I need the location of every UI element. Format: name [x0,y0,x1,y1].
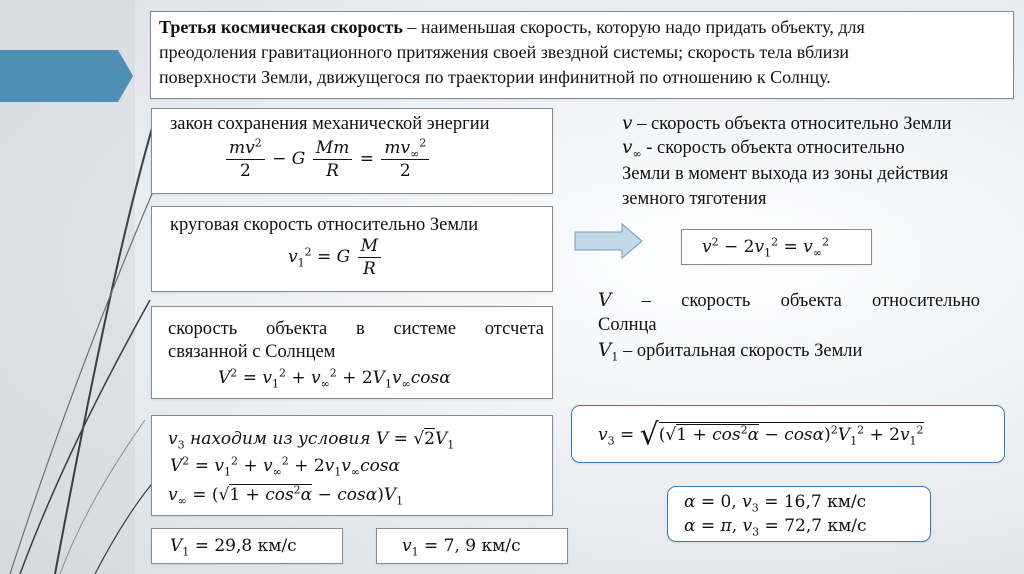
slide-marker-icon [0,50,133,102]
v-note: v – скорость объекта относительно Земли [622,113,952,134]
first-cosmic-speed: $v_1 = 7$, 9 км/с [402,536,521,559]
definition-text: Третья космическая скорость – наименьшая скорость, которую надо придать объекту, для преодоления гравитационного притяжения своей звездной системы; скорость тела вблизи поверхности Земли, движущегося по траектории инфинитной по отношению к Солнцу. [159,17,865,87]
sun-box-title-line1: скорость объекта в системе отсчета [168,319,544,339]
energy-box-title: закон сохранения механической энергии [170,114,490,134]
sun-box-title-line2: связанной с Солнцем [168,342,336,362]
V-note-line1: V – скорость объекта относительно [598,290,980,311]
condition-formula-3: $v_\infty = (√1 + \cos^2\alpha - \cos\alpha)V_1$ [168,483,404,508]
earth-orbital-speed: $V_1 = 29,8$ км/с [170,536,297,559]
case-alpha-pi: α = π, $v_3 = 72,7$ км/с [684,516,867,539]
circular-formula: $v_1^2 = G$ $\frac{M}{R}$ [288,236,383,279]
third-cosmic-speed-formula: $v_3 = √(√1 + \cos^2\alpha - \cos\alpha)^2V_1^2 + 2v_1^2$ [598,417,924,453]
vinf-note-line3: земного тяготения [622,189,767,209]
condition-line: $v_3$ находим из условия $V = √2V_1$ [168,429,455,452]
V1-note: $V_1$ – орбитальная скорость Земли [598,340,863,364]
condition-formula-2: $V^2 = v_1^2 + v_\infty^2 + 2v_1v_\infty\cos\alpha$ [170,454,401,479]
sun-frame-formula: $V^2 = v_1^2 + v_\infty^2 + 2V_1v_\infty\cos\alpha$ [218,366,451,391]
energy-formula: $\frac{mv^2}{2}$ − G $\frac{Mm}{R}$ = $\frac{mv_\infty^2}{2}$ [224,138,431,181]
circular-box-title: круговая скорость относительно Земли [170,215,479,235]
vinf-note-line2: Земли в момент выхода из зоны действия [622,164,949,184]
right-arrow-icon [575,224,642,258]
definition-term: Третья космическая скорость [159,17,403,37]
V-note-line2: Солнца [598,315,657,335]
vinf-note-line1: $v_\infty$ - скорость объекта относительно [622,137,905,161]
case-alpha-zero: α = 0, $v_3 = 16,7$ км/с [684,492,867,515]
derived-formula: $v^2 - 2v_1^2 = v_\infty^2$ [702,235,829,260]
